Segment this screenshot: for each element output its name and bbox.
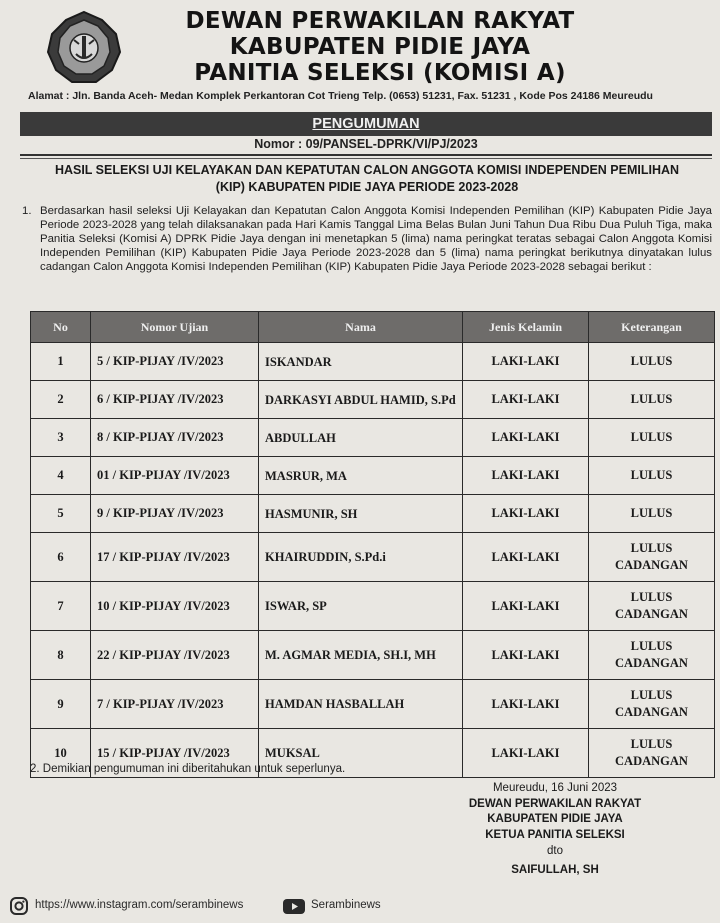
cell-keterangan xyxy=(589,457,715,495)
youtube-icon xyxy=(283,899,305,914)
cell-nomor-ujian: 8 / KIP-PIJAY /IV/2023 xyxy=(91,419,259,457)
document-heading xyxy=(22,162,712,196)
cell-keterangan xyxy=(589,381,715,419)
cell-jenis-kelamin: LAKI-LAKI xyxy=(463,343,589,381)
place-date: Meureudu, 16 Juni 2023 xyxy=(492,782,618,794)
table-row xyxy=(31,343,715,381)
cell-nama: M. AGMAR MEDIA, SH.I, MH xyxy=(259,631,463,680)
table-row xyxy=(31,457,715,495)
cell-nama: ISWAR, SP xyxy=(259,582,463,631)
org-name-line1: DEWAN PERWAKILAN RAKYAT xyxy=(185,8,575,34)
cell-no: 4 xyxy=(31,457,91,495)
cell-keterangan xyxy=(589,419,715,457)
keterangan-status: LULUS xyxy=(630,392,673,406)
org-name-line3: PANITIA SELEKSI (KOMISI A) xyxy=(194,60,566,86)
cell-nomor-ujian: 5 / KIP-PIJAY /IV/2023 xyxy=(91,343,259,381)
column-header-keterangan: Keterangan xyxy=(589,312,715,343)
heading-line2: (KIP) KABUPATEN PIDIE JAYA PERIODE 2023-2028 xyxy=(215,180,519,194)
cell-nomor-ujian: 7 / KIP-PIJAY /IV/2023 xyxy=(91,680,259,729)
cell-jenis-kelamin: LAKI-LAKI xyxy=(463,582,589,631)
cell-keterangan xyxy=(589,631,715,680)
cell-keterangan xyxy=(589,533,715,582)
cell-no: 1 xyxy=(31,343,91,381)
keterangan-status: LULUS xyxy=(630,430,673,444)
cell-nomor-ujian: 9 / KIP-PIJAY /IV/2023 xyxy=(91,495,259,533)
cell-nama: HASMUNIR, SH xyxy=(259,495,463,533)
heading-line1: HASIL SELEKSI UJI KELAYAKAN DAN KEPATUTAN CALON ANGGOTA KOMISI INDEPENDEN PEMILIHAN xyxy=(54,163,680,177)
cell-jenis-kelamin: LAKI-LAKI xyxy=(463,457,589,495)
cell-keterangan xyxy=(589,729,715,778)
cell-nama: DARKASYI ABDUL HAMID, S.Pd xyxy=(259,381,463,419)
keterangan-status: LULUS xyxy=(630,590,673,604)
cell-nomor-ujian: 01 / KIP-PIJAY /IV/2023 xyxy=(91,457,259,495)
results-table xyxy=(30,311,715,778)
cell-jenis-kelamin: LAKI-LAKI xyxy=(463,533,589,582)
paragraph-1 xyxy=(22,204,712,274)
divider xyxy=(20,158,712,159)
keterangan-type: CADANGAN xyxy=(615,754,688,768)
table-row xyxy=(31,680,715,729)
instagram-link[interactable]: https://www.instagram.com/serambinews xyxy=(35,899,244,911)
keterangan-status: LULUS xyxy=(630,737,673,751)
cell-jenis-kelamin: LAKI-LAKI xyxy=(463,381,589,419)
closing-statement: 2. Demikian pengumuman ini diberitahukan untuk seperlunya. xyxy=(30,763,346,775)
announcement-title-bar xyxy=(20,112,712,136)
keterangan-status: LULUS xyxy=(630,506,673,520)
cell-no: 3 xyxy=(31,419,91,457)
instagram-icon xyxy=(10,897,28,915)
announcement-title: PENGUMUMAN xyxy=(312,116,420,132)
table-row xyxy=(31,533,715,582)
keterangan-status: LULUS xyxy=(630,354,673,368)
cell-nama: MASRUR, MA xyxy=(259,457,463,495)
keterangan-type: CADANGAN xyxy=(615,558,688,572)
keterangan-status: LULUS xyxy=(630,541,673,555)
table-row xyxy=(31,419,715,457)
signature-block xyxy=(440,781,670,878)
paragraph-number: 1. xyxy=(22,205,32,217)
signature-org-line2: KABUPATEN PIDIE JAYA xyxy=(487,813,623,825)
footer xyxy=(0,892,720,923)
cell-nama: HAMDAN HASBALLAH xyxy=(259,680,463,729)
table-row xyxy=(31,495,715,533)
column-header-nama: Nama xyxy=(259,312,463,343)
cell-no: 7 xyxy=(31,582,91,631)
column-header-jenis-kelamin: Jenis Kelamin xyxy=(463,312,589,343)
keterangan-type: CADANGAN xyxy=(615,705,688,719)
keterangan-type: CADANGAN xyxy=(615,656,688,670)
cell-nama: MUKSAL xyxy=(259,729,463,778)
cell-nama: KHAIRUDDIN, S.Pd.i xyxy=(259,533,463,582)
cell-keterangan xyxy=(589,680,715,729)
cell-no: 10 xyxy=(31,729,91,778)
signatory-name: SAIFULLAH, SH xyxy=(511,863,599,876)
cell-no: 6 xyxy=(31,533,91,582)
cell-jenis-kelamin: LAKI-LAKI xyxy=(463,419,589,457)
cell-jenis-kelamin: LAKI-LAKI xyxy=(463,631,589,680)
cell-jenis-kelamin: LAKI-LAKI xyxy=(463,495,589,533)
keterangan-status: LULUS xyxy=(630,688,673,702)
column-header-no: No xyxy=(31,312,91,343)
keterangan-status: LULUS xyxy=(630,639,673,653)
cell-nomor-ujian: 17 / KIP-PIJAY /IV/2023 xyxy=(91,533,259,582)
announcement-number: Nomor : 09/PANSEL-DPRK/VI/PJ/2023 xyxy=(254,137,478,151)
divider xyxy=(20,154,712,156)
column-header-nomor-ujian: Nomor Ujian xyxy=(91,312,259,343)
cell-no: 5 xyxy=(31,495,91,533)
cell-nama: ISKANDAR xyxy=(259,343,463,381)
dprk-emblem-icon xyxy=(46,10,122,86)
cell-nomor-ujian: 6 / KIP-PIJAY /IV/2023 xyxy=(91,381,259,419)
keterangan-status: LULUS xyxy=(630,468,673,482)
cell-jenis-kelamin: LAKI-LAKI xyxy=(463,729,589,778)
cell-keterangan xyxy=(589,495,715,533)
cell-no: 2 xyxy=(31,381,91,419)
org-name-line2: KABUPATEN PIDIE JAYA xyxy=(229,34,531,60)
cell-nomor-ujian: 10 / KIP-PIJAY /IV/2023 xyxy=(91,582,259,631)
cell-no: 9 xyxy=(31,680,91,729)
signature-dto: dto xyxy=(547,845,563,857)
paragraph-text: Berdasarkan hasil seleksi Uji Kelayakan dan Kepatutan Calon Anggota Komisi Independen Pemilihan (KIP) Kabupaten Pidie Jaya Periode 2023-2028 yang telah dilaksanakan pada Hari Kamis Tanggal Lima Belas Bulan Juni Tahun Dua Ribu Dua Puluh Tiga, maka Panitia Seleksi (Komisi A) DPRK Pidie Jaya dengan ini menetapkan 5 (lima) nama peringkat teratas sebagai Calon Anggota Komisi Independen Pemilihan (KIP) Kabupaten Pidie Jaya Periode 2023-2028 dan 5 (lima) nama peringkat berikutnya dinyatakan lulus cadangan Calon Anggota Komisi Independen Pemilihan (KIP) Kabupaten Pidie Jaya Periode 2023-2028 sebagai berikut : xyxy=(40,205,712,273)
keterangan-type: CADANGAN xyxy=(615,607,688,621)
table-row xyxy=(31,381,715,419)
table-row xyxy=(31,582,715,631)
table-header-row xyxy=(31,312,715,343)
table-row xyxy=(31,631,715,680)
cell-keterangan xyxy=(589,343,715,381)
organization-header xyxy=(130,8,630,86)
address-line: Alamat : Jln. Banda Aceh- Medan Komplek Perkantoran Cot Trieng Telp. (0653) 51231, Fax. 51231 , Kode Pos 24186 Meureudu xyxy=(28,90,653,102)
youtube-link[interactable]: Serambinews xyxy=(311,899,381,911)
signature-org-line1: DEWAN PERWAKILAN RAKYAT xyxy=(468,797,642,810)
cell-keterangan xyxy=(589,582,715,631)
cell-no: 8 xyxy=(31,631,91,680)
cell-nomor-ujian: 22 / KIP-PIJAY /IV/2023 xyxy=(91,631,259,680)
cell-nomor-ujian: 15 / KIP-PIJAY /IV/2023 xyxy=(91,729,259,778)
cell-nama: ABDULLAH xyxy=(259,419,463,457)
signature-title: KETUA PANITIA SELEKSI xyxy=(485,828,625,841)
cell-jenis-kelamin: LAKI-LAKI xyxy=(463,680,589,729)
